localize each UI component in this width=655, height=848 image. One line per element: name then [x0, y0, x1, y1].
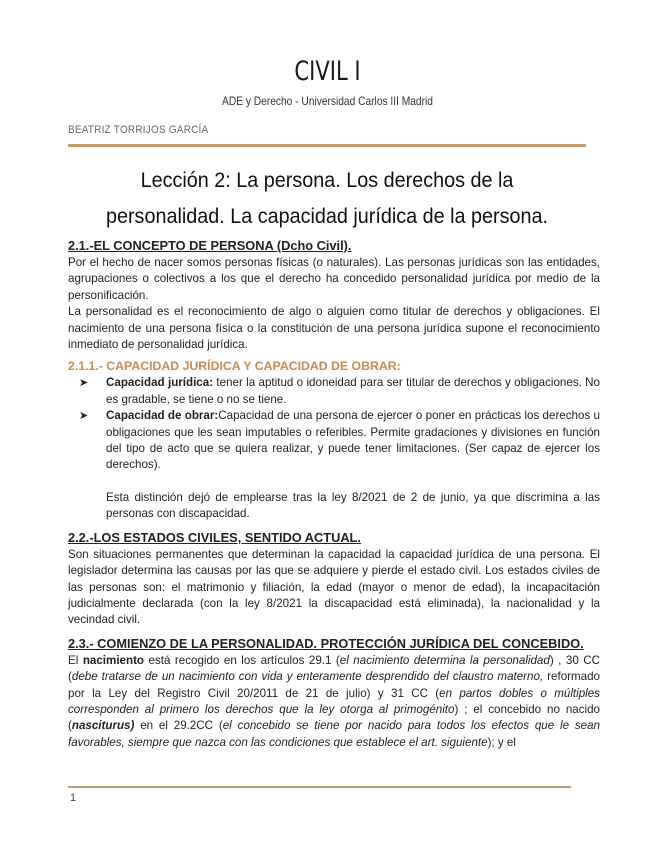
- paragraph: Son situaciones permanentes que determinan la capacidad la capacidad jurídica de una persona. El legislador determina las causas por las que se adquiere y pierde el estado civil. Los estados civiles de las personas son: el matrimonio y filiación, la edad (mayor o menor de edad), la incapacitación judicialmente declarada (con la ley 8/2021 la discapacidad está eliminada), la nacionalidad y la vecindad civil.: [68, 547, 600, 627]
- page-number: 1: [70, 792, 77, 804]
- note-paragraph: Esta distinción dejó de emplearse tras la ley 8/2021 de 2 de junio, ya que discrimina a las personas con discapacidad.: [106, 490, 600, 521]
- bullet-list: [68, 375, 600, 473]
- list-item: [79, 375, 600, 408]
- footer-divider: [68, 786, 571, 788]
- arrow-bullet-icon: ➤: [79, 410, 89, 423]
- paragraph: El nacimiento está recogido en los artículos 29.1 (el nacimiento determina la personalidad) , 30 CC (debe tratarse de un nacimiento con vida y enteramente desprendido del claustro materno, reformado por la Ley del Registro Civil 20/2011 de 21 de julio) y 31 CC (en partos dobles o múltiples corresponden al primero los derechos que la ley otorga al primogénito) ; el concebido no nacido (nasciturus) en el 29.2CC (el concebido se tiene por nacido para todos los efectos que le sean favorables, siempre que nazca con las condiciones que establece el art. siguiente); y el: [68, 653, 601, 749]
- document-body: [68, 237, 600, 751]
- definition: tener la aptitud o idoneidad para ser titular de derechos y obligaciones. No es gradable, se tiene o no se tiene.: [106, 376, 600, 406]
- lesson-title: Lección 2: La persona. Los derechos de la personalidad. La capacidad jurídica de la persona.: [105, 168, 549, 228]
- section-heading-2-2: 2.2.-LOS ESTADOS CIVILES, SENTIDO ACTUAL.: [68, 529, 361, 545]
- arrow-bullet-icon: ➤: [79, 377, 89, 390]
- document-title: CIVIL I: [294, 56, 361, 87]
- section-heading-2-3: 2.3.- COMIENZO DE LA PERSONALIDAD. PROTECCIÓN JURÍDICA DEL CONCEBIDO.: [68, 635, 584, 651]
- term: Capacidad jurídica:: [106, 376, 214, 390]
- author-name: BEATRIZ TORRIJOS GARCÍA: [68, 124, 209, 136]
- document-subtitle: ADE y Derecho - Universidad Carlos III Madrid: [222, 94, 433, 108]
- definition: Capacidad de una persona de ejercer o poner en prácticas los derechos u obligaciones que les sean imputables o referibles. Permite gradaciones y divisiones en función del tipo de acto que se quiera realizar, y puede tener limitaciones. (Ser capaz de ejercer los derechos).: [106, 409, 600, 472]
- section-heading-2-1: 2.1.-EL CONCEPTO DE PERSONA (Dcho Civil).: [68, 238, 352, 253]
- paragraph: Por el hecho de nacer somos personas físicas (o naturales). Las personas jurídicas son las entidades, agrupaciones o colectivos a los que el derecho ha concedido personalidad jurídica por medio de la personificación.: [68, 256, 600, 302]
- paragraph: La personalidad es el reconocimiento de algo o alguien como titular de derechos y obligaciones. El nacimiento de una persona física o la constitución de una persona jurídica supone el reconocimiento inmediato de personalidad jurídica.: [68, 305, 600, 352]
- term: Capacidad de obrar:: [106, 409, 219, 423]
- header-divider: [68, 144, 586, 147]
- subsection-heading-2-1-1: 2.1.1.- CAPACIDAD JURÍDICA Y CAPACIDAD DE OBRAR:: [68, 359, 401, 374]
- list-item: [79, 408, 600, 474]
